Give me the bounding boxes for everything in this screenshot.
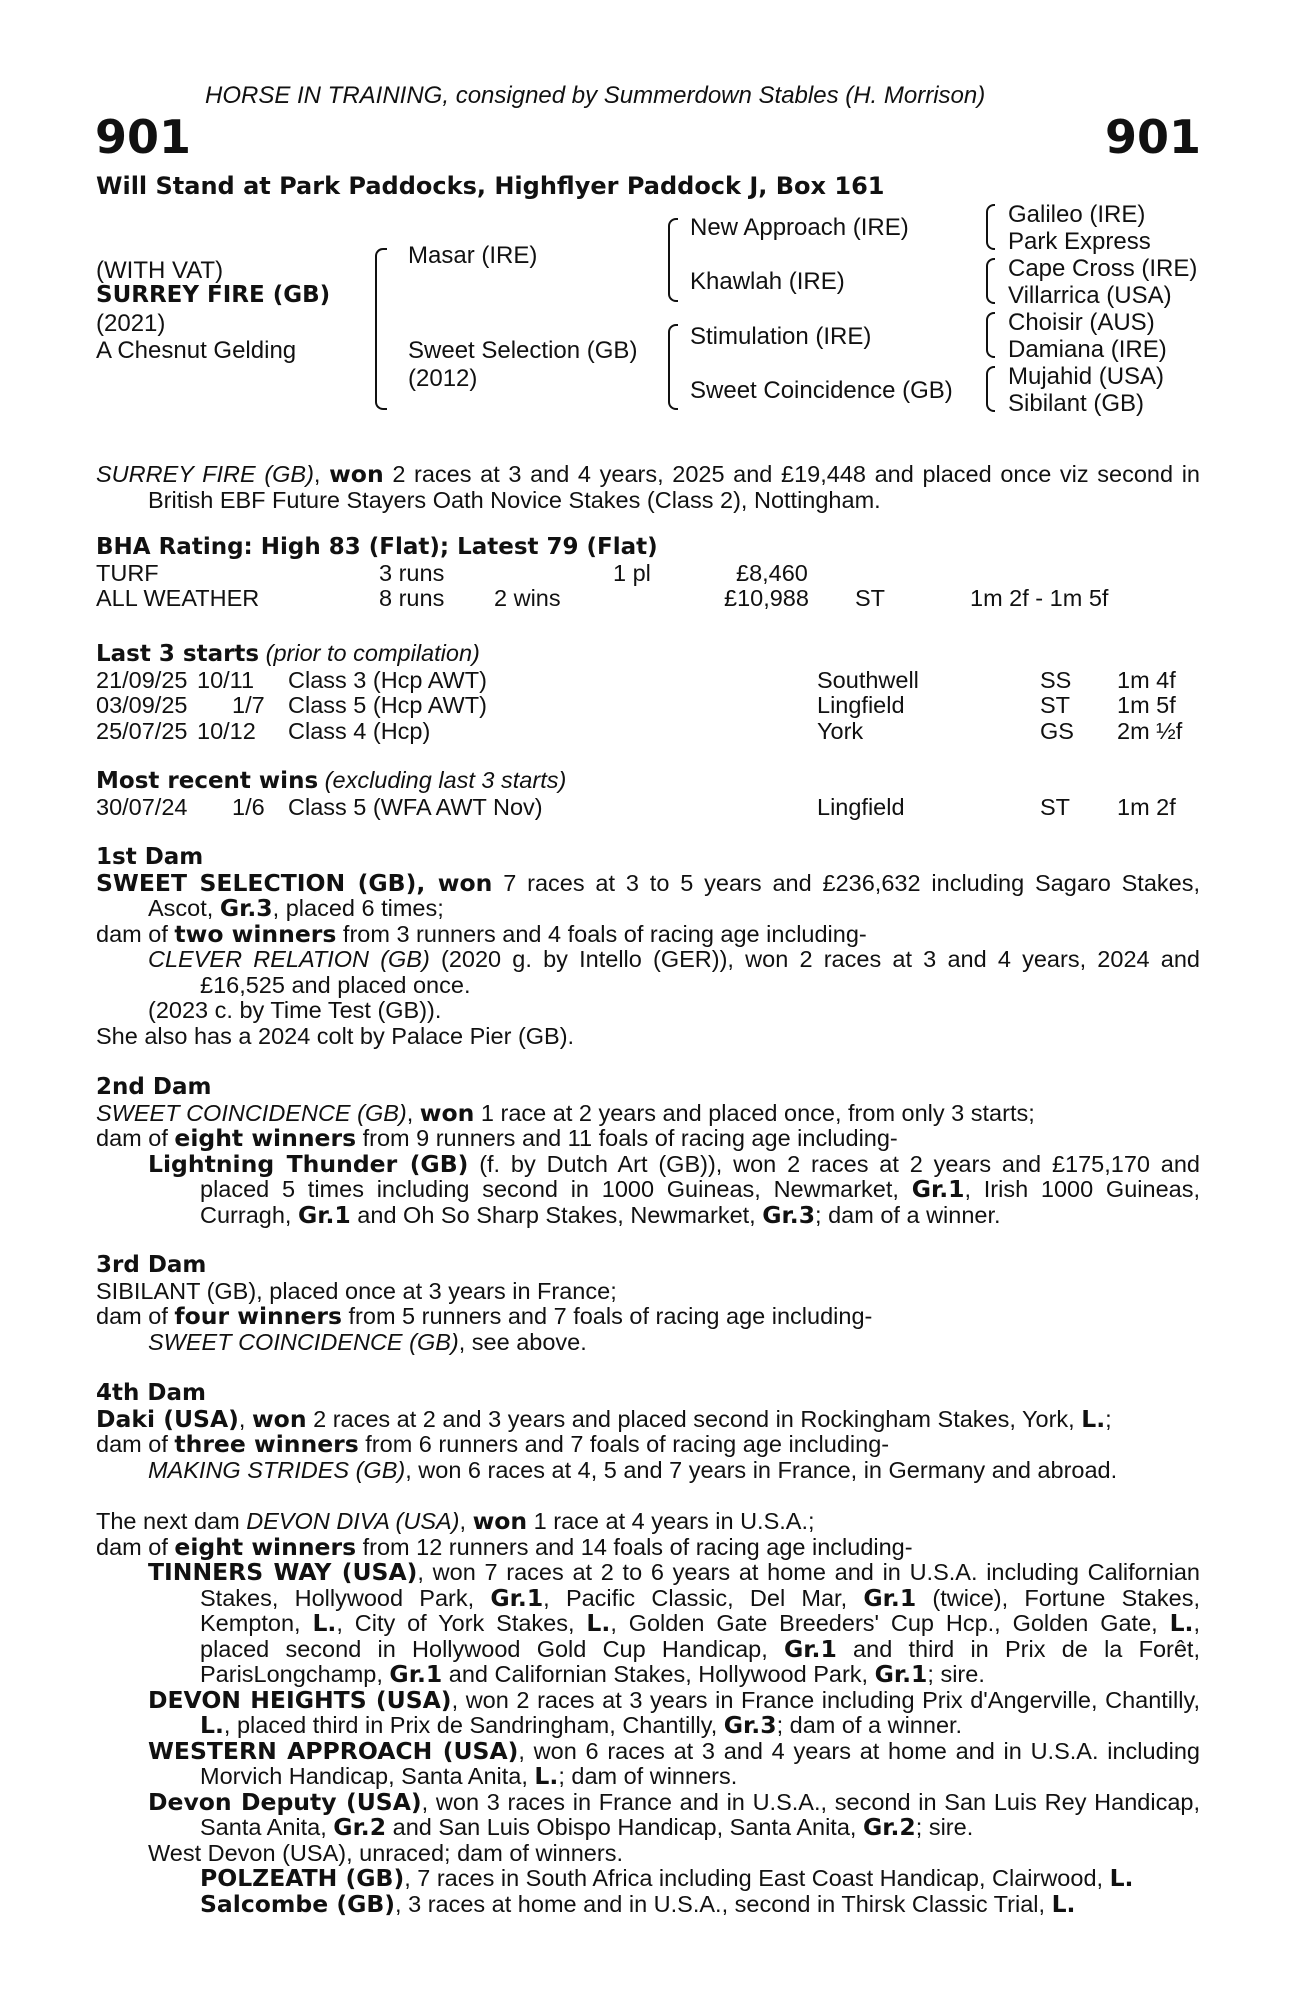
ss-brace [986,204,995,250]
grandsire-2: Park Express [1008,228,1151,255]
sire-brace [668,218,678,302]
sire-sire: New Approach (IRE) [690,214,909,241]
grandsire-7: Mujahid (USA) [1008,363,1165,390]
rating-heading: BHA Rating: High 83 (Flat); Latest 79 (Flat) [96,534,658,560]
start-row: 03/09/25 1/7 Class 5 (Hcp AWT) Lingfield ST 1m 5f [96,692,1176,718]
progeny-polzeath: POLZEATH (GB), 7 races in South Africa including East Coast Handicap, Clairwood, L. [200,1864,1134,1892]
sire: Masar (IRE) [408,242,538,269]
win-row: 30/07/24 1/6 Class 5 (WFA AWT Nov) Lingfield ST 1m 2f [96,793,1176,820]
progeny-west-devon: West Devon (USA), unraced; dam of winners. [148,1839,623,1866]
start-row: 21/09/25 10/11 Class 3 (Hcp AWT) Southwell SS 1m 4f [96,666,1176,693]
horse-description: A Chesnut Gelding [96,337,297,364]
grandsire-1: Galileo (IRE) [1008,201,1146,228]
rating-aw-row: ALL WEATHER 8 runs 2 wins £10,988 ST 1m 2f - 1m 5f [96,585,1109,611]
lot-number-right: 901 [1104,110,1201,164]
progeny-devon-deputy: Devon Deputy (USA), won 3 races in France and in U.S.A., second in San Luis Rey Handicap, Santa Anita, Gr.2 and San Luis Obispo Handicap, Santa Anita, Gr.2; sire. [148,1787,1201,1841]
progeny-western-approach: WESTERN APPROACH (USA), won 6 races at 3 and 4 years at home and in U.S.A. including Morvich Handicap, Santa Anita, L.; dam of winners. [148,1736,1200,1790]
start-row: 25/07/25 10/12 Class 4 (Hcp) York GS 2m ½f [96,717,1183,744]
grandsire-3: Cape Cross (IRE) [1008,255,1198,282]
grandsire-5: Choisir (AUS) [1008,309,1155,336]
race-summary: SURREY FIRE (GB), won 2 races at 3 and 4 years, 2025 and £19,448 and placed once viz second in British EBF Future Stayers Oath Novice Stakes (Class 2), Nottingham. [96,460,1200,513]
grandsire-4: Villarrica (USA) [1008,282,1172,309]
progeny-salcombe: Salcombe (GB), 3 races at home and in U.S.A., second in Thirsk Classic Trial, L. [200,1889,1076,1918]
fourth-dam: 4th Dam Daki (USA), won 2 races at 2 and 3 years and placed second in Rockingham Stakes, York, L.; dam of three winners from 6 runners and 7 foals of racing age including- MAKING STRIDES (GB), won 6 races at 4, 5 and 7 years in France, in Germany and abroad. [96,1380,1118,1483]
grandsire-8: Sibilant (GB) [1008,390,1145,417]
most-recent-wins: Most recent wins (excluding last 3 starts) 30/07/24 1/6 Class 5 (WFA AWT Nov) Lingfield ST 1m 2f [96,768,1200,820]
rating-turf-row: TURF 3 runs 1 pl £8,460 [96,559,808,586]
sd-brace [986,258,995,304]
second-dam: 2nd Dam SWEET COINCIDENCE (GB), won 1 race at 2 years and placed once, from only 3 starts; dam of eight winners from 9 runners and 11 foals of racing age including- Lightning Thunder (GB) (f. by Dutch Art (GB)), won 2 races at 2 years and £175,170 and placed 5 times including second in 1000 Guineas, Newmarket, Gr.1, Irish 1000 Guineas, Curragh, Gr.1 and Oh So Sharp Stakes, Newmarket, Gr.3; dam of a winner. [96,1074,1201,1229]
page-header: HORSE IN TRAINING, consigned by Summerdown Stables (H. Morrison) [205,82,986,109]
rating-section [96,535,1200,612]
vat-note: (WITH VAT) [96,257,224,284]
dam-brace [668,324,678,410]
dam-dam: Sweet Coincidence (GB) [690,377,953,404]
pedigree-brace [375,248,387,410]
progeny-tinners-way: TINNERS WAY (USA), won 7 races at 2 to 6 years at home and in U.S.A. including Californian Stakes, Hollywood Park, Gr.1, Pacific Classic, Del Mar, Gr.1 (twice), Fortune Stakes, Kempton, L., City of York Stakes, L., Golden Gate Breeders' Cup Hcp., Golden Gate, L., placed second in Hollywood Gold Cup Handicap, Gr.1 and third in Prix de la Forêt, ParisLongchamp, Gr.1 and Californian Stakes, Hollywood Park, Gr.1; sire. [148,1558,1201,1688]
third-dam: 3rd Dam SIBILANT (GB), placed once at 3 years in France; dam of four winners from 5 runners and 7 foals of racing age including- SWEET COINCIDENCE (GB), see above. [96,1252,873,1355]
horse-year: (2021) [96,310,166,337]
grandsire-6: Damiana (IRE) [1008,336,1167,363]
last-3-starts: Last 3 starts (prior to compilation) 21/09/25 10/11 Class 3 (Hcp AWT) Southwell SS 1m 4f 03/09/25 1/7 Class 5 (Hcp AWT) Lingfield ST 1m 5f 25/07/25 10/12 Class 4 (Hcp) York GS 2m ½f [96,641,1200,744]
next-dam: The next dam DEVON DIVA (USA), won 1 race at 4 years in U.S.A.; dam of eight winners from 12 runners and 14 foals of racing age including- TINNERS WAY (USA), won 7 races at 2 to 6 years at home and in U.S.A. including Californian Stakes, Hollywood Park, Gr.1, Pacific Classic, Del Mar, Gr.1 (twice), Fortune Stakes, Kempton, L., City of York Stakes, L., Golden Gate Breeders' Cup Hcp., Golden Gate, L., placed second in Hollywood Gold Cup Handicap, Gr.1 and third in Prix de la Forêt, ParisLongchamp, Gr.1 and Californian Stakes, Hollywood Park, Gr.1; sire. DEVON HEIGHTS (USA), won 2 races at 3 years in France including Prix d'Angerville, Chantilly, L., placed third in Prix de Sandringham, Chantilly, Gr.3; dam of a winner. WESTERN APPROACH (USA), won 6 races at 3 and 4 years at home and in U.S.A. including Morvich Handicap, Santa Anita, L.; dam of winners. Devon Deputy (USA), won 3 races in France and in U.S.A., second in San Luis Rey Handicap, Santa Anita, Gr.2 and San Luis Obispo Handicap, Santa Anita, Gr.2; sire. West Devon (USA), unraced; dam of winners. POLZEATH (GB), 7 races in South Africa including East Coast Handicap, Clairwood, L. Salcombe (GB), 3 races at home and in U.S.A., second in Thirsk Classic Trial, L. [96,1507,1201,1918]
standing-location: Will Stand at Park Paddocks, Highflyer Paddock J, Box 161 [96,172,885,200]
progeny-devon-heights: DEVON HEIGHTS (USA), won 2 races at 3 years in France including Prix d'Angerville, Chantilly, L., placed third in Prix de Sandringham, Chantilly, Gr.3; dam of a winner. [148,1685,1200,1739]
dam-year: (2012) [408,365,478,392]
dam-sire: Stimulation (IRE) [690,323,872,350]
first-dam: 1st Dam SWEET SELECTION (GB), won 7 races at 3 to 5 years and £236,632 including Sagaro Stakes, Ascot, Gr.3, placed 6 times; dam of two winners from 3 runners and 4 foals of racing age including- CLEVER RELATION (GB) (2020 g. by Intello (GER)), won 2 races at 3 and 4 years, 2024 and £16,525 and placed once. (2023 c. by Time Test (GB)). She also has a 2024 colt by Palace Pier (GB). [96,844,1201,1049]
horse-name: SURREY FIRE (GB) [96,282,331,308]
ds-brace [986,312,995,358]
dam: Sweet Selection (GB) [408,337,638,364]
dd-brace [986,366,995,412]
sire-dam: Khawlah (IRE) [690,268,845,295]
lot-number-left: 901 [95,110,192,164]
